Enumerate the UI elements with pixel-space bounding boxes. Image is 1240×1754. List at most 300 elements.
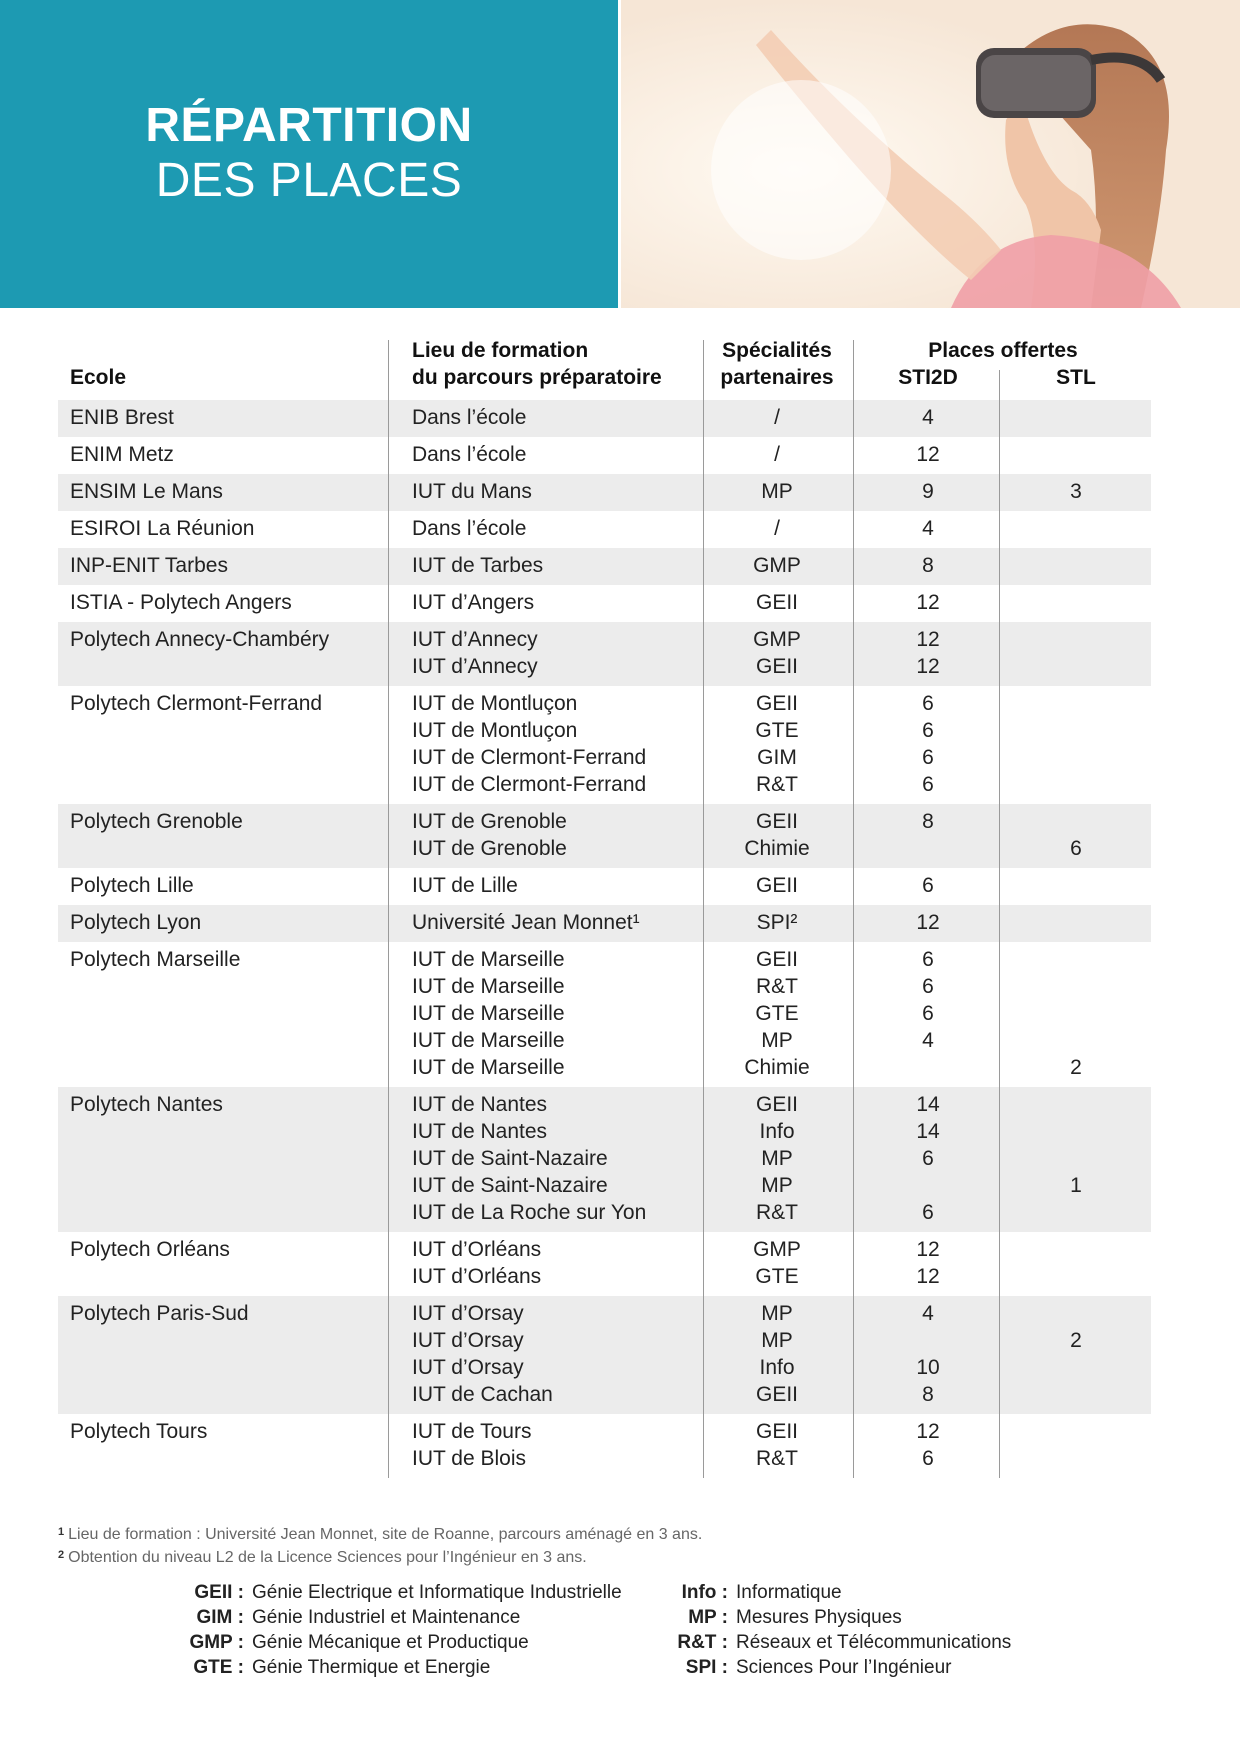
- spec-cell-line: GMP: [753, 554, 801, 577]
- sti2d-cell: [855, 1236, 1001, 1290]
- spec-cell: [704, 404, 850, 431]
- spec-cell-line: GMP: [753, 1238, 801, 1261]
- school-name: Polytech Clermont-Ferrand: [70, 692, 323, 715]
- stl-cell: [1001, 1236, 1151, 1290]
- sti2d-cell-line: 12: [916, 591, 940, 614]
- sti2d-cell: [855, 515, 1001, 542]
- school-cell: [70, 909, 201, 936]
- legend-abbr: R&T :: [677, 1632, 728, 1653]
- stl-cell: [1001, 808, 1151, 862]
- stl-cell-line: [1001, 404, 1151, 431]
- sti2d-cell-line: 6: [922, 719, 934, 742]
- stl-cell-line: 6: [1070, 837, 1082, 860]
- spec-cell-line: /: [774, 406, 780, 429]
- sti2d-cell-line: 14: [916, 1093, 940, 1116]
- column-header-spec-line2: partenaires: [720, 366, 834, 389]
- table-row: [58, 585, 1151, 622]
- legend-def: Sciences Pour l’Ingénieur: [736, 1657, 952, 1678]
- legend-abbr: GEII :: [194, 1582, 244, 1603]
- lieu-cell-line: IUT d’Orsay: [412, 1302, 524, 1325]
- spec-cell-line: R&T: [756, 1201, 798, 1224]
- page-header: [0, 0, 1240, 308]
- sti2d-cell-line: 8: [922, 1383, 934, 1406]
- school-name: Polytech Grenoble: [70, 810, 243, 833]
- table-row: [58, 400, 1151, 437]
- sti2d-cell-line: 6: [922, 1147, 934, 1170]
- school-name: ISTIA - Polytech Angers: [70, 591, 292, 614]
- sti2d-cell-line: 12: [916, 1420, 940, 1443]
- sti2d-cell-line: 6: [922, 692, 934, 715]
- lieu-cell: [412, 478, 532, 505]
- sti2d-cell: [855, 946, 1001, 1081]
- sti2d-cell: [855, 441, 1001, 468]
- stl-cell: [1001, 1091, 1151, 1226]
- spec-cell: [704, 690, 850, 798]
- stl-cell-line: [1001, 909, 1151, 936]
- legend-item: [668, 1580, 1011, 1605]
- sti2d-cell-line: 6: [922, 1201, 934, 1224]
- school-name: Polytech Tours: [70, 1420, 208, 1443]
- lieu-cell: [412, 872, 518, 899]
- legend-item: [176, 1605, 622, 1630]
- footnote-text: Obtention du niveau L2 de la Licence Sciences pour l’Ingénieur en 3 ans.: [68, 1549, 587, 1566]
- spec-cell-line: GEII: [755, 874, 798, 897]
- stl-cell-line: [1001, 589, 1151, 616]
- lieu-cell-line: IUT de Clermont-Ferrand: [412, 746, 647, 769]
- table-row: [58, 622, 1151, 686]
- lieu-cell-line: IUT d’Annecy: [412, 655, 538, 678]
- lieu-cell: [412, 946, 565, 1081]
- table-row: [58, 437, 1151, 474]
- school-cell: [70, 1236, 230, 1263]
- lieu-cell-line: IUT d’Orléans: [412, 1265, 542, 1288]
- spec-cell: [704, 946, 850, 1081]
- stl-cell-line: 1: [1070, 1174, 1082, 1197]
- school-name: ENIB Brest: [70, 406, 174, 429]
- spec-cell-line: GTE: [755, 719, 799, 742]
- legend-item: [176, 1580, 622, 1605]
- lieu-cell-line: IUT de Montluçon: [412, 719, 578, 742]
- spec-cell-line: GEII: [755, 591, 798, 614]
- legend-def: Génie Mécanique et Productique: [252, 1632, 529, 1653]
- sti2d-cell-line: [855, 1054, 1001, 1081]
- sti2d-cell: [855, 626, 1001, 680]
- sti2d-cell: [855, 690, 1001, 798]
- stl-cell-line: [1001, 1418, 1151, 1445]
- footnote-text: Lieu de formation : Université Jean Monnet, site de Roanne, parcours aménagé en 3 ans.: [68, 1526, 703, 1543]
- spec-cell-line: GIM: [757, 746, 797, 769]
- table-row: [58, 804, 1151, 868]
- column-divider: [853, 340, 854, 1478]
- column-divider: [703, 340, 704, 1478]
- legend-abbr: SPI :: [685, 1657, 728, 1678]
- lieu-cell-line: IUT de Saint-Nazaire: [412, 1147, 608, 1170]
- spec-cell-line: GEII: [755, 1093, 798, 1116]
- sti2d-cell: [855, 872, 1001, 899]
- sti2d-cell-line: 6: [922, 975, 934, 998]
- spec-cell: [704, 1091, 850, 1226]
- spec-cell-line: SPI²: [756, 911, 798, 934]
- lieu-cell-line: IUT de Saint-Nazaire: [412, 1174, 608, 1197]
- sti2d-cell-line: 8: [922, 810, 934, 833]
- lieu-cell: [412, 589, 534, 616]
- stl-cell-line: [1001, 1145, 1151, 1172]
- sti2d-cell-line: 6: [922, 773, 934, 796]
- sti2d-cell: [855, 478, 1001, 505]
- spec-cell: [704, 808, 850, 862]
- column-header-places: Places offertes: [928, 339, 1078, 362]
- footnote-mark: 2: [58, 1549, 65, 1561]
- legend-def: Génie Electrique et Informatique Industrielle: [252, 1582, 622, 1603]
- stl-cell-line: [1001, 1000, 1151, 1027]
- lieu-cell-line: IUT de Marseille: [412, 1056, 565, 1079]
- spec-cell-line: GEII: [755, 1420, 798, 1443]
- school-cell: [70, 589, 292, 616]
- page-subtitle: DES PLACES: [155, 154, 463, 207]
- school-name: Polytech Annecy-Chambéry: [70, 628, 330, 651]
- stl-cell: [1001, 946, 1151, 1081]
- footnote-1: [58, 1522, 958, 1545]
- sti2d-cell-line: [855, 1172, 1001, 1199]
- column-header-lieu-line1: Lieu de formation: [412, 339, 589, 362]
- lieu-cell-line: IUT de Nantes: [412, 1120, 548, 1143]
- stl-cell-line: [1001, 1381, 1151, 1408]
- lieu-cell: [412, 690, 646, 798]
- table-row: [58, 942, 1151, 1087]
- table-row: [58, 868, 1151, 905]
- stl-cell: [1001, 478, 1151, 505]
- school-name: Polytech Lille: [70, 874, 194, 897]
- sti2d-cell-line: 12: [916, 443, 940, 466]
- lieu-cell-line: Dans l’école: [412, 406, 527, 429]
- stl-cell-line: 2: [1070, 1056, 1082, 1079]
- legend-def: Mesures Physiques: [736, 1607, 902, 1628]
- spec-cell-line: MP: [761, 1174, 793, 1197]
- school-cell: [70, 515, 254, 542]
- sti2d-cell-line: 6: [922, 746, 934, 769]
- school-cell: [70, 690, 322, 717]
- table-row: [58, 1232, 1151, 1296]
- column-divider: [999, 370, 1000, 1478]
- sti2d-cell-line: 4: [922, 406, 934, 429]
- lieu-cell-line: IUT de Clermont-Ferrand: [412, 773, 647, 796]
- lieu-cell-line: IUT d’Orsay: [412, 1356, 524, 1379]
- stl-cell: [1001, 552, 1151, 579]
- lieu-cell: [412, 808, 567, 862]
- legend-abbr: GIM :: [196, 1607, 244, 1628]
- stl-cell-line: [1001, 441, 1151, 468]
- school-cell: [70, 872, 194, 899]
- stl-cell: [1001, 909, 1151, 936]
- spec-cell: [704, 626, 850, 680]
- spec-cell-line: /: [774, 517, 780, 540]
- sti2d-cell-line: 12: [916, 655, 940, 678]
- lieu-cell-line: Dans l’école: [412, 443, 527, 466]
- school-name: Polytech Lyon: [70, 911, 202, 934]
- sti2d-cell-line: 12: [916, 628, 940, 651]
- school-cell: [70, 946, 240, 973]
- sti2d-cell-line: 14: [916, 1120, 940, 1143]
- stl-cell: [1001, 515, 1151, 542]
- sti2d-cell-line: 12: [916, 1238, 940, 1261]
- stl-cell-line: [1001, 515, 1151, 542]
- legend-item: [668, 1655, 1011, 1680]
- sti2d-cell-line: 4: [922, 1029, 934, 1052]
- spec-cell-line: GEII: [755, 655, 798, 678]
- sti2d-cell-line: 6: [922, 948, 934, 971]
- column-header-sti2d: STI2D: [898, 366, 958, 389]
- spec-cell-line: /: [774, 443, 780, 466]
- sti2d-cell: [855, 404, 1001, 431]
- school-cell: [70, 1300, 249, 1327]
- spec-cell: [704, 478, 850, 505]
- stl-cell-line: [1001, 626, 1151, 653]
- spec-cell-line: Info: [759, 1356, 795, 1379]
- sti2d-cell: [855, 1418, 1001, 1472]
- legend-abbr: GMP :: [189, 1632, 244, 1653]
- sti2d-cell-line: 6: [922, 1447, 934, 1470]
- column-divider: [388, 340, 389, 1478]
- footnote-mark: 1: [58, 1526, 65, 1538]
- school-name: ESIROI La Réunion: [70, 517, 255, 540]
- table-body: [58, 400, 1151, 1478]
- spec-cell-line: MP: [761, 1147, 793, 1170]
- column-header-stl: STL: [1056, 366, 1096, 389]
- spec-cell-line: GMP: [753, 628, 801, 651]
- spec-cell: [704, 1418, 850, 1472]
- lieu-cell-line: IUT du Mans: [412, 480, 532, 503]
- lieu-cell: [412, 552, 543, 579]
- sti2d-cell-line: 12: [916, 1265, 940, 1288]
- school-cell: [70, 552, 228, 579]
- legend-abbr: GTE :: [193, 1657, 244, 1678]
- spec-cell: [704, 441, 850, 468]
- stl-cell: [1001, 626, 1151, 680]
- footnotes: [58, 1522, 958, 1568]
- sti2d-cell-line: 6: [922, 874, 934, 897]
- spec-cell-line: MP: [761, 480, 793, 503]
- lieu-cell-line: IUT d’Angers: [412, 591, 535, 614]
- stl-cell-line: [1001, 973, 1151, 1000]
- lieu-cell-line: IUT de Marseille: [412, 1029, 565, 1052]
- lieu-cell: [412, 404, 526, 431]
- legend-item: [176, 1655, 622, 1680]
- lieu-cell-line: IUT de Grenoble: [412, 810, 567, 833]
- stl-cell-line: [1001, 1354, 1151, 1381]
- lieu-cell-line: IUT d’Orléans: [412, 1238, 542, 1261]
- stl-cell: [1001, 404, 1151, 431]
- table-header: [58, 340, 1151, 400]
- legend-def: Génie Industriel et Maintenance: [252, 1607, 521, 1628]
- stl-cell-line: [1001, 552, 1151, 579]
- lieu-cell-line: IUT d’Annecy: [412, 628, 538, 651]
- stl-cell: [1001, 589, 1151, 616]
- legend-item: [176, 1630, 622, 1655]
- sti2d-cell-line: 4: [922, 1302, 934, 1325]
- spec-cell: [704, 552, 850, 579]
- lieu-cell: [412, 1236, 541, 1290]
- lieu-cell-line: IUT de Nantes: [412, 1093, 548, 1116]
- stl-cell: [1001, 1418, 1151, 1472]
- stl-cell-line: [1001, 1091, 1151, 1118]
- lieu-cell-line: IUT de Blois: [412, 1447, 526, 1470]
- spec-cell-line: Info: [759, 1120, 795, 1143]
- table-row: [58, 686, 1151, 804]
- legend-item: [668, 1630, 1011, 1655]
- lieu-cell: [412, 626, 538, 680]
- spec-cell-line: MP: [761, 1029, 793, 1052]
- stl-cell-line: [1001, 1445, 1151, 1472]
- lieu-cell: [412, 1418, 531, 1472]
- lieu-cell-line: IUT de Marseille: [412, 948, 565, 971]
- lieu-cell: [412, 909, 640, 936]
- sti2d-cell: [855, 909, 1001, 936]
- table-row: [58, 511, 1151, 548]
- spec-cell-line: GEII: [755, 948, 798, 971]
- table-row: [58, 905, 1151, 942]
- sti2d-cell-line: 8: [922, 554, 934, 577]
- legend-right: [668, 1580, 1011, 1680]
- school-name: INP-ENIT Tarbes: [70, 554, 228, 577]
- legend-def: Informatique: [736, 1582, 842, 1603]
- stl-cell-line: [1001, 653, 1151, 680]
- stl-cell-line: [1001, 717, 1151, 744]
- spec-cell: [704, 589, 850, 616]
- stl-cell-line: [1001, 1199, 1151, 1226]
- school-name: Polytech Marseille: [70, 948, 241, 971]
- spec-cell-line: GTE: [755, 1002, 799, 1025]
- table-row: [58, 1087, 1151, 1232]
- lieu-cell-line: IUT de Marseille: [412, 1002, 565, 1025]
- school-name: ENIM Metz: [70, 443, 174, 466]
- vr-headset-woman-illustration: [621, 0, 1240, 308]
- page-title: RÉPARTITION: [145, 99, 473, 152]
- header-photo: [621, 0, 1240, 308]
- lieu-cell: [412, 1091, 646, 1226]
- school-cell: [70, 1091, 223, 1118]
- spec-cell: [704, 515, 850, 542]
- sti2d-cell-line: [855, 1327, 1001, 1354]
- legend-left: [176, 1580, 622, 1680]
- legend-def: Génie Thermique et Energie: [252, 1657, 491, 1678]
- lieu-cell-line: IUT de Marseille: [412, 975, 565, 998]
- school-cell: [70, 441, 174, 468]
- lieu-cell: [412, 515, 526, 542]
- stl-cell: [1001, 690, 1151, 798]
- spec-cell-line: GEII: [755, 1383, 798, 1406]
- spec-cell-line: MP: [761, 1329, 793, 1352]
- school-name: Polytech Orléans: [70, 1238, 230, 1261]
- lieu-cell: [412, 1300, 553, 1408]
- column-header-spec-line1: Spécialités: [722, 339, 832, 362]
- spec-cell: [704, 1300, 850, 1408]
- sti2d-cell-line: 9: [922, 480, 934, 503]
- school-cell: [70, 478, 223, 505]
- sti2d-cell: [855, 552, 1001, 579]
- lieu-cell-line: Université Jean Monnet¹: [412, 911, 640, 934]
- spec-cell-line: R&T: [756, 1447, 798, 1470]
- spec-cell-line: R&T: [756, 975, 798, 998]
- lieu-cell-line: IUT d’Orsay: [412, 1329, 524, 1352]
- spec-cell-line: MP: [761, 1302, 793, 1325]
- places-table: [58, 340, 1151, 1478]
- table-row: [58, 1414, 1151, 1478]
- sti2d-cell: [855, 589, 1001, 616]
- stl-cell-line: [1001, 1300, 1151, 1327]
- table-row: [58, 548, 1151, 585]
- lieu-cell-line: IUT de Montluçon: [412, 692, 578, 715]
- sti2d-cell: [855, 808, 1001, 862]
- table-row: [58, 1296, 1151, 1414]
- lieu-cell-line: IUT de Cachan: [412, 1383, 553, 1406]
- sti2d-cell-line: [855, 835, 1001, 862]
- stl-cell-line: [1001, 690, 1151, 717]
- stl-cell-line: [1001, 808, 1151, 835]
- lieu-cell-line: IUT de Lille: [412, 874, 518, 897]
- sti2d-cell-line: 4: [922, 517, 934, 540]
- spec-cell-line: GEII: [755, 810, 798, 833]
- spec-cell-line: GTE: [755, 1265, 799, 1288]
- stl-cell-line: 3: [1070, 480, 1082, 503]
- stl-cell-line: [1001, 771, 1151, 798]
- legend-abbr: MP :: [688, 1607, 728, 1628]
- title-block: [0, 0, 618, 308]
- stl-cell-line: [1001, 1263, 1151, 1290]
- school-cell: [70, 1418, 207, 1445]
- school-name: ENSIM Le Mans: [70, 480, 223, 503]
- table-row: [58, 474, 1151, 511]
- column-header-lieu-line2: du parcours préparatoire: [412, 366, 662, 389]
- stl-cell: [1001, 872, 1151, 899]
- stl-cell-line: 2: [1070, 1329, 1082, 1352]
- sti2d-cell-line: 12: [916, 911, 940, 934]
- lieu-cell-line: IUT de La Roche sur Yon: [412, 1201, 647, 1224]
- stl-cell-line: [1001, 1118, 1151, 1145]
- legend-abbr: Info :: [681, 1582, 728, 1603]
- stl-cell-line: [1001, 946, 1151, 973]
- sti2d-cell: [855, 1300, 1001, 1408]
- sti2d-cell-line: 10: [916, 1356, 940, 1379]
- sti2d-cell: [855, 1091, 1001, 1226]
- stl-cell-line: [1001, 1027, 1151, 1054]
- stl-cell-line: [1001, 1236, 1151, 1263]
- spec-cell-line: GEII: [755, 692, 798, 715]
- stl-cell-line: [1001, 872, 1151, 899]
- school-cell: [70, 626, 329, 653]
- spec-cell: [704, 1236, 850, 1290]
- stl-cell: [1001, 441, 1151, 468]
- school-cell: [70, 404, 174, 431]
- school-cell: [70, 808, 243, 835]
- legend-item: [668, 1605, 1011, 1630]
- spec-cell-line: Chimie: [744, 1056, 810, 1079]
- footnote-2: [58, 1545, 958, 1568]
- legend-def: Réseaux et Télécommunications: [736, 1632, 1012, 1653]
- column-header-school: Ecole: [70, 366, 127, 389]
- lieu-cell: [412, 441, 526, 468]
- spec-cell-line: R&T: [756, 773, 798, 796]
- spec-cell-line: Chimie: [744, 837, 810, 860]
- spec-cell: [704, 872, 850, 899]
- school-name: Polytech Nantes: [70, 1093, 223, 1116]
- stl-cell: [1001, 1300, 1151, 1408]
- spec-cell: [704, 909, 850, 936]
- sti2d-cell-line: 6: [922, 1002, 934, 1025]
- lieu-cell-line: IUT de Grenoble: [412, 837, 567, 860]
- school-name: Polytech Paris-Sud: [70, 1302, 249, 1325]
- lieu-cell-line: IUT de Tours: [412, 1420, 532, 1443]
- stl-cell-line: [1001, 744, 1151, 771]
